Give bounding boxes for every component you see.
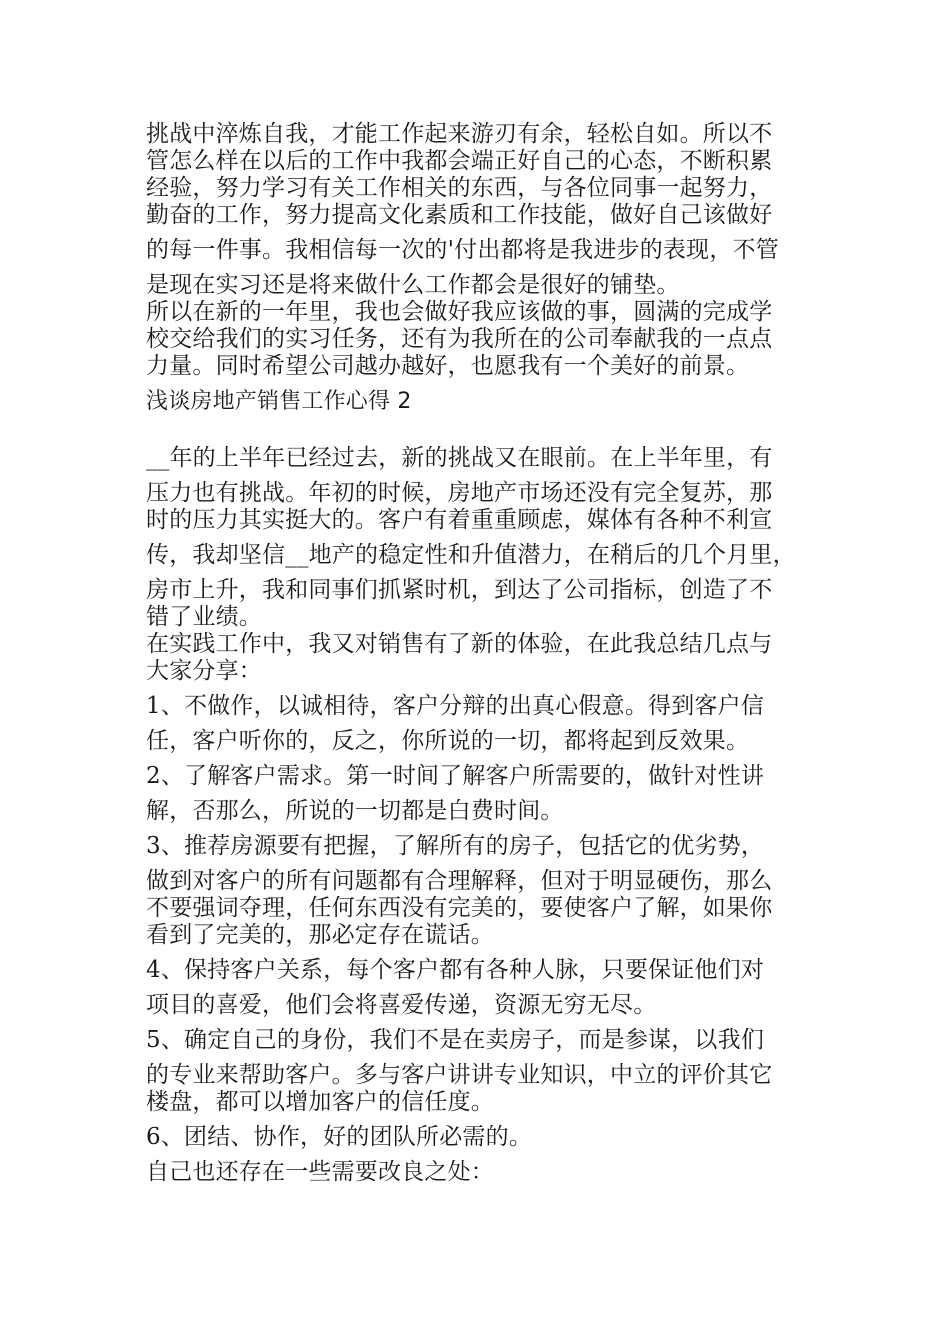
list-item-continued: 解，否那么，所说的一切都是白费时间。 [146,798,564,824]
paragraph-line: 勤奋的工作，努力提高文化素质和工作技能，做好自己该做好 [146,202,773,228]
list-item-continued: 任，客户听你的，反之，你所说的一切，都将起到反效果。 [146,728,750,754]
paragraph-line: 所以在新的一年里，我也会做好我应该做的事，圆满的完成学 [146,299,773,325]
paragraph-line: __年的上半年已经过去，新的挑战又在眼前。在上半年里，有 [146,445,773,471]
paragraph-line: 房市上升，我和同事们抓紧时机，到达了公司指标，创造了不 [146,577,773,603]
list-item: 6、团结、协作，好的团队所必需的。 [146,1124,533,1150]
paragraph-line: 是现在实习还是将来做什么工作都会是很好的铺垫。 [146,272,680,298]
list-item-continued: 做到对客户的所有问题都有合理解释，但对于明显硬伤，那么 [146,868,773,894]
paragraph-line: 校交给我们的实习任务，还有为我所在的公司奉献我的一点点 [146,326,773,352]
list-item: 1、不做作，以诚相待，客户分辩的出真心假意。得到客户信 [146,693,765,719]
paragraph-line: 的每一件事。我相信每一次的'付出都将是我进步的表现，不管 [146,237,779,263]
paragraph-line: 压力也有挑战。年初的时候，房地产市场还没有完全复苏，那 [146,480,773,506]
paragraph-line: 大家分享： [146,658,262,684]
list-item: 3、推荐房源要有把握，了解所有的房子，包括它的优劣势， [146,833,765,859]
list-item-continued: 不要强词夺理，任何东西没有完美的，要使客户了解，如果你 [146,895,773,921]
list-item-continued: 楼盘，都可以增加客户的信任度。 [146,1089,494,1115]
list-item: 2、了解客户需求。第一时间了解客户所需要的，做针对性讲 [146,763,765,789]
paragraph-line: 自己也还存在一些需要改良之处： [146,1159,494,1185]
paragraph-line: 管怎么样在以后的工作中我都会端正好自己的心态，不断积累 [146,148,773,174]
paragraph-line: 经验，努力学习有关工作相关的东西，与各位同事一起努力， [146,175,773,201]
paragraph-line: 传，我却坚信__地产的稳定性和升值潜力，在稍后的几个月里， [146,542,796,568]
list-item: 4、保持客户关系，每个客户都有各种人脉，只要保证他们对 [146,957,765,983]
paragraph-line: 错了业绩。 [146,604,262,630]
list-item: 5、确定自己的身份，我们不是在卖房子，而是参谋，以我们 [146,1027,765,1053]
paragraph-line: 力量。同时希望公司越办越好，也愿我有一个美好的前景。 [146,353,750,379]
list-item-continued: 的专业来帮助客户。多与客户讲讲专业知识，中立的评价其它 [146,1062,773,1088]
list-item-continued: 项目的喜爱，他们会将喜爱传递，资源无穷无尽。 [146,992,657,1018]
paragraph-line: 挑战中淬炼自我，才能工作起来游刃有余，轻松自如。所以不 [146,121,773,147]
paragraph-line: 在实践工作中，我又对销售有了新的体验，在此我总结几点与 [146,631,773,657]
document-body [146,121,821,1186]
list-item-continued: 看到了完美的，那必定存在谎话。 [146,922,494,948]
paragraph-line: 时的压力其实挺大的。客户有着重重顾虑，媒体有各种不利宣 [146,507,773,533]
section-heading: 浅谈房地产销售工作心得 2 [146,389,412,414]
